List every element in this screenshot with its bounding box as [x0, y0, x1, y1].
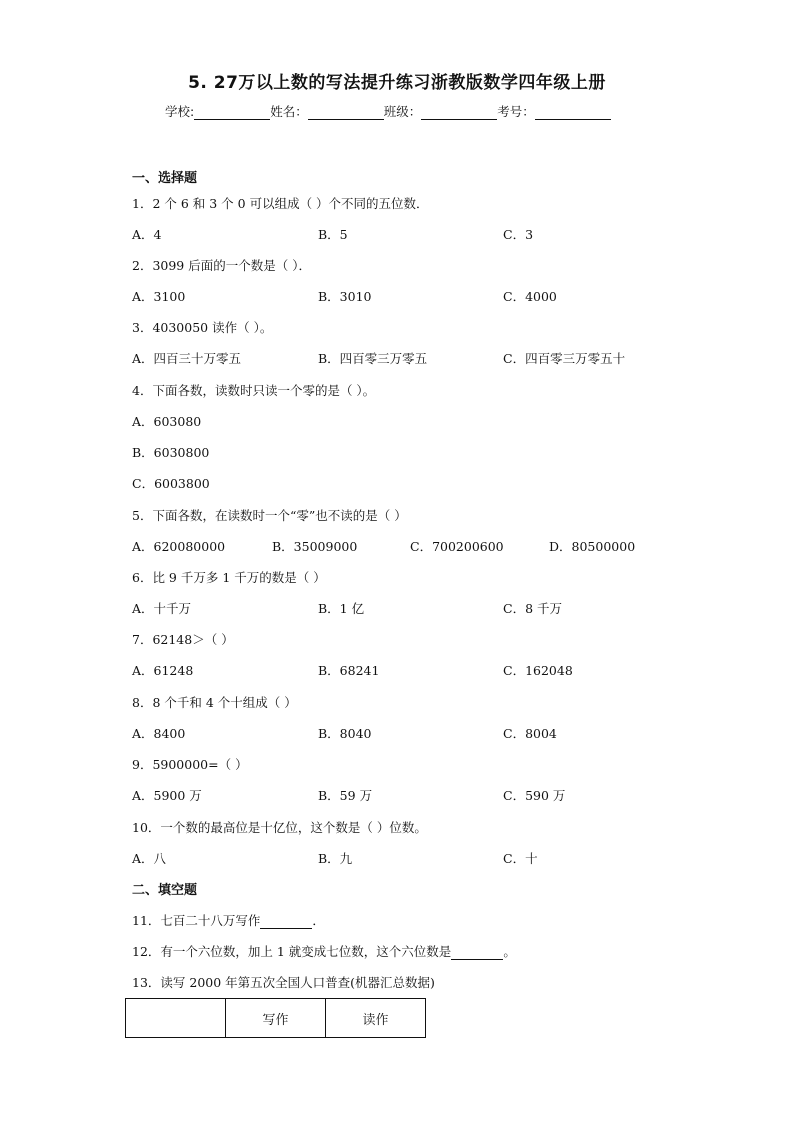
q5-option-b[interactable]: B．35009000: [272, 539, 358, 554]
question-9: 9．5900000=（ ）: [132, 757, 248, 772]
q5-option-d[interactable]: D．80500000: [549, 539, 636, 554]
table-cell-empty[interactable]: [126, 999, 226, 1038]
q3-option-b[interactable]: B．四百零三万零五: [318, 351, 428, 366]
class-blank[interactable]: [421, 107, 497, 120]
q7-option-b[interactable]: B．68241: [318, 663, 380, 678]
q8-option-c[interactable]: C．8004: [503, 726, 557, 741]
q1-option-b[interactable]: B．5: [318, 227, 348, 242]
q12-answer-blank[interactable]: [451, 947, 503, 960]
question-12: [132, 942, 516, 960]
question-5: 5．下面各数，在读数时一个“零”也不读的是（ ）: [132, 508, 407, 523]
student-info-line: [165, 102, 611, 120]
school-label: 学校:: [165, 104, 195, 119]
question-11: [132, 911, 325, 929]
q5-option-a[interactable]: A．620080000: [132, 539, 226, 554]
q9-option-a[interactable]: A．5900 万: [132, 788, 202, 803]
q10-option-b[interactable]: B．九: [318, 851, 353, 866]
question-1: 1．2 个 6 和 3 个 0 可以组成（ ）个不同的五位数．: [132, 196, 429, 211]
section-title-choice: 一、选择题: [132, 171, 198, 186]
section-title-fill: 二、填空题: [132, 883, 198, 898]
q10-option-a[interactable]: A．八: [132, 851, 167, 866]
table-header-read: 读作: [326, 999, 426, 1038]
q10-option-c[interactable]: C．十: [503, 851, 538, 866]
q1-option-c[interactable]: C．3: [503, 227, 534, 242]
question-3: 3．4030050 读作（ ）。: [132, 320, 273, 335]
q3-option-c[interactable]: C．四百零三万零五十: [503, 351, 626, 366]
q11-end: ．: [312, 913, 325, 928]
q2-option-c[interactable]: C．4000: [503, 289, 557, 304]
q6-option-a[interactable]: A．十千万: [132, 601, 192, 616]
q4-option-a[interactable]: A．603080: [132, 414, 202, 429]
q9-option-b[interactable]: B．59 万: [318, 788, 373, 803]
name-blank[interactable]: [308, 107, 384, 120]
q4-option-c[interactable]: C．6003800: [132, 476, 210, 491]
name-label: 姓名：: [270, 104, 308, 119]
exam-no-blank[interactable]: [535, 107, 611, 120]
q1-option-a[interactable]: A．4: [132, 227, 162, 242]
q11-answer-blank[interactable]: [260, 916, 312, 929]
q3-option-a[interactable]: A．四百三十万零五: [132, 351, 242, 366]
q12-text: 12．有一个六位数，加上 1 就变成七位数，这个六位数是: [132, 944, 452, 959]
table-row: [126, 999, 426, 1038]
page-title: 5. 27万以上数的写法提升练习浙教版数学四年级上册: [188, 73, 606, 93]
school-blank[interactable]: [194, 107, 270, 120]
question-13: 13．读写 2000 年第五次全国人口普查(机器汇总数据): [132, 975, 435, 990]
question-4: 4．下面各数，读数时只读一个零的是（ ）。: [132, 383, 376, 398]
q5-option-c[interactable]: C．700200600: [410, 539, 504, 554]
exam-no-label: 考号：: [497, 104, 535, 119]
q6-option-c[interactable]: C．8 千万: [503, 601, 562, 616]
q11-text: 11．七百二十八万写作: [132, 913, 261, 928]
question-10: 10．一个数的最高位是十亿位，这个数是（ ）位数。: [132, 820, 427, 835]
q8-option-a[interactable]: A．8400: [132, 726, 186, 741]
question-8: 8．8 个千和 4 个十组成（ ）: [132, 695, 297, 710]
q6-option-b[interactable]: B．1 亿: [318, 601, 365, 616]
question-2: 2．3099 后面的一个数是（ ）．: [132, 258, 311, 273]
q7-option-a[interactable]: A．61248: [132, 663, 194, 678]
population-table: [125, 998, 426, 1038]
q2-option-b[interactable]: B．3010: [318, 289, 372, 304]
question-7: 7．62148＞（ ）: [132, 632, 234, 647]
q8-option-b[interactable]: B．8040: [318, 726, 372, 741]
q7-option-c[interactable]: C．162048: [503, 663, 573, 678]
q2-option-a[interactable]: A．3100: [132, 289, 186, 304]
q4-option-b[interactable]: B．6030800: [132, 445, 210, 460]
q12-end: 。: [503, 944, 516, 959]
question-6: 6．比 9 千万多 1 千万的数是（ ）: [132, 570, 326, 585]
q9-option-c[interactable]: C．590 万: [503, 788, 566, 803]
class-label: 班级：: [383, 104, 422, 119]
table-header-write: 写作: [226, 999, 326, 1038]
